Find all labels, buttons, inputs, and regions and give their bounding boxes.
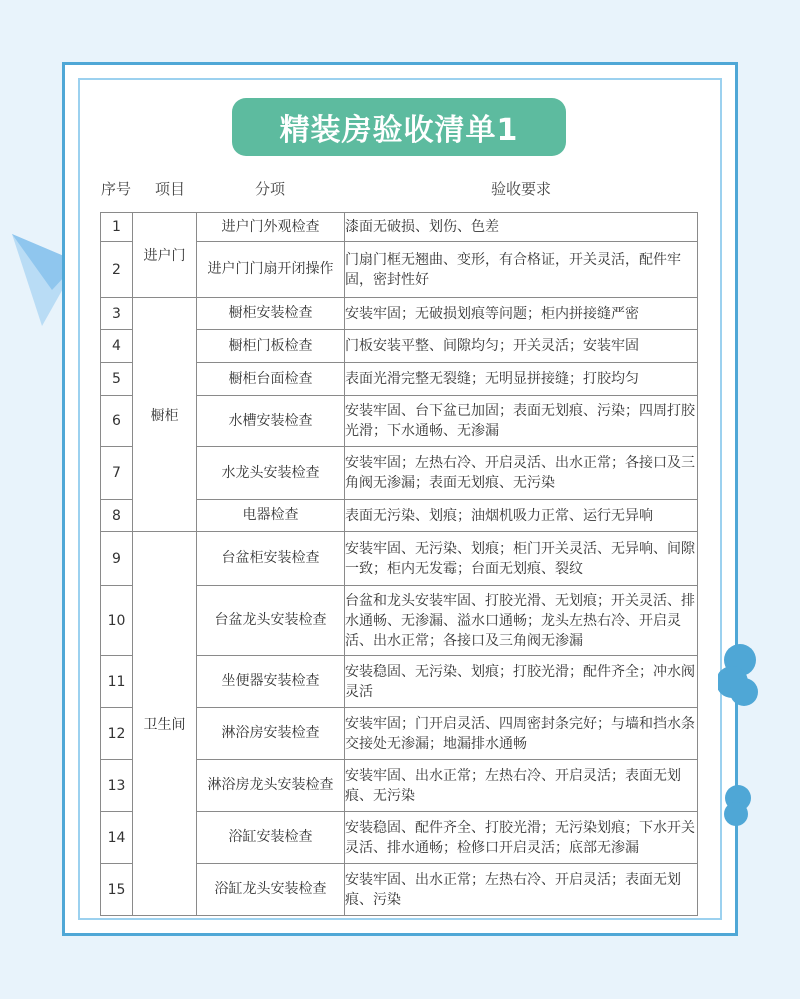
requirement-text: 安装牢固、无污染、划痕；柜门开关灵活、无异响、间隙一致；柜内无发霉；台面无划痕、裂纹 bbox=[345, 532, 698, 586]
subitem-name: 水槽安装检查 bbox=[197, 396, 345, 447]
subitem-name: 水龙头安装检查 bbox=[197, 447, 345, 500]
column-header-item: 项目 bbox=[154, 180, 185, 198]
requirement-text: 安装稳固、无污染、划痕；打胶光滑；配件齐全；冲水阀灵活 bbox=[345, 656, 698, 708]
row-number: 3 bbox=[101, 298, 133, 330]
group-label: 橱柜 bbox=[133, 298, 197, 532]
row-number: 6 bbox=[101, 396, 133, 447]
requirement-text: 安装稳固、配件齐全、打胶光滑；无污染划痕；下水开关灵活、排水通畅；检修口开启灵活；底部无渗漏 bbox=[345, 812, 698, 864]
subitem-name: 电器检查 bbox=[197, 500, 345, 532]
table-row bbox=[101, 213, 698, 242]
requirement-text: 门板安装平整、间隙均匀；开关灵活；安装牢固 bbox=[345, 330, 698, 363]
subitem-name: 橱柜台面检查 bbox=[197, 363, 345, 396]
subitem-name: 进户门外观检查 bbox=[197, 213, 345, 242]
column-header-no: 序号 bbox=[100, 180, 131, 198]
row-number: 5 bbox=[101, 363, 133, 396]
row-number: 14 bbox=[101, 812, 133, 864]
group-label: 进户门 bbox=[133, 213, 197, 298]
row-number: 12 bbox=[101, 708, 133, 760]
table-row bbox=[101, 532, 698, 586]
subitem-name: 坐便器安装检查 bbox=[197, 656, 345, 708]
page-title: 精装房验收清单1 bbox=[232, 98, 566, 156]
row-number: 8 bbox=[101, 500, 133, 532]
requirement-text: 安装牢固、出水正常；左热右冷、开启灵活；表面无划痕、污染 bbox=[345, 864, 698, 916]
column-header-row bbox=[100, 178, 698, 206]
row-number: 15 bbox=[101, 864, 133, 916]
row-number: 1 bbox=[101, 213, 133, 242]
requirement-text: 漆面无破损、划伤、色差 bbox=[345, 213, 698, 242]
requirement-text: 表面光滑完整无裂缝；无明显拼接缝；打胶均匀 bbox=[345, 363, 698, 396]
row-number: 10 bbox=[101, 586, 133, 656]
table-row bbox=[101, 298, 698, 330]
subitem-name: 台盆柜安装检查 bbox=[197, 532, 345, 586]
column-header-req: 验收要求 bbox=[490, 180, 551, 198]
requirement-text: 台盆和龙头安装牢固、打胶光滑、无划痕；开关灵活、排水通畅、无渗漏、溢水口通畅；龙头左热右冷、开启灵活、出水正常；各接口及三角阀无渗漏 bbox=[345, 586, 698, 656]
row-number: 4 bbox=[101, 330, 133, 363]
requirement-text: 表面无污染、划痕；油烟机吸力正常、运行无异响 bbox=[345, 500, 698, 532]
group-label: 卫生间 bbox=[133, 532, 197, 916]
subitem-name: 浴缸龙头安装检查 bbox=[197, 864, 345, 916]
requirement-text: 安装牢固；无破损划痕等问题；柜内拼接缝严密 bbox=[345, 298, 698, 330]
subitem-name: 淋浴房龙头安装检查 bbox=[197, 760, 345, 812]
requirement-text: 安装牢固；左热右冷、开启灵活、出水正常；各接口及三角阀无渗漏；表面无划痕、无污染 bbox=[345, 447, 698, 500]
checklist-table bbox=[100, 212, 698, 916]
requirement-text: 安装牢固；门开启灵活、四周密封条完好；与墙和挡水条交接处无渗漏；地漏排水通畅 bbox=[345, 708, 698, 760]
requirement-text: 门扇门框无翘曲、变形，有合格证，开关灵活，配件牢固，密封性好 bbox=[345, 242, 698, 298]
row-number: 7 bbox=[101, 447, 133, 500]
subitem-name: 淋浴房安装检查 bbox=[197, 708, 345, 760]
requirement-text: 安装牢固、出水正常；左热右冷、开启灵活；表面无划痕、无污染 bbox=[345, 760, 698, 812]
row-number: 11 bbox=[101, 656, 133, 708]
requirement-text: 安装牢固、台下盆已加固；表面无划痕、污染；四周打胶光滑；下水通畅、无渗漏 bbox=[345, 396, 698, 447]
subitem-name: 台盆龙头安装检查 bbox=[197, 586, 345, 656]
subitem-name: 进户门门扇开闭操作 bbox=[197, 242, 345, 298]
column-header-sub: 分项 bbox=[254, 180, 285, 198]
row-number: 2 bbox=[101, 242, 133, 298]
subitem-name: 橱柜门板检查 bbox=[197, 330, 345, 363]
subitem-name: 浴缸安装检查 bbox=[197, 812, 345, 864]
row-number: 9 bbox=[101, 532, 133, 586]
row-number: 13 bbox=[101, 760, 133, 812]
subitem-name: 橱柜安装检查 bbox=[197, 298, 345, 330]
